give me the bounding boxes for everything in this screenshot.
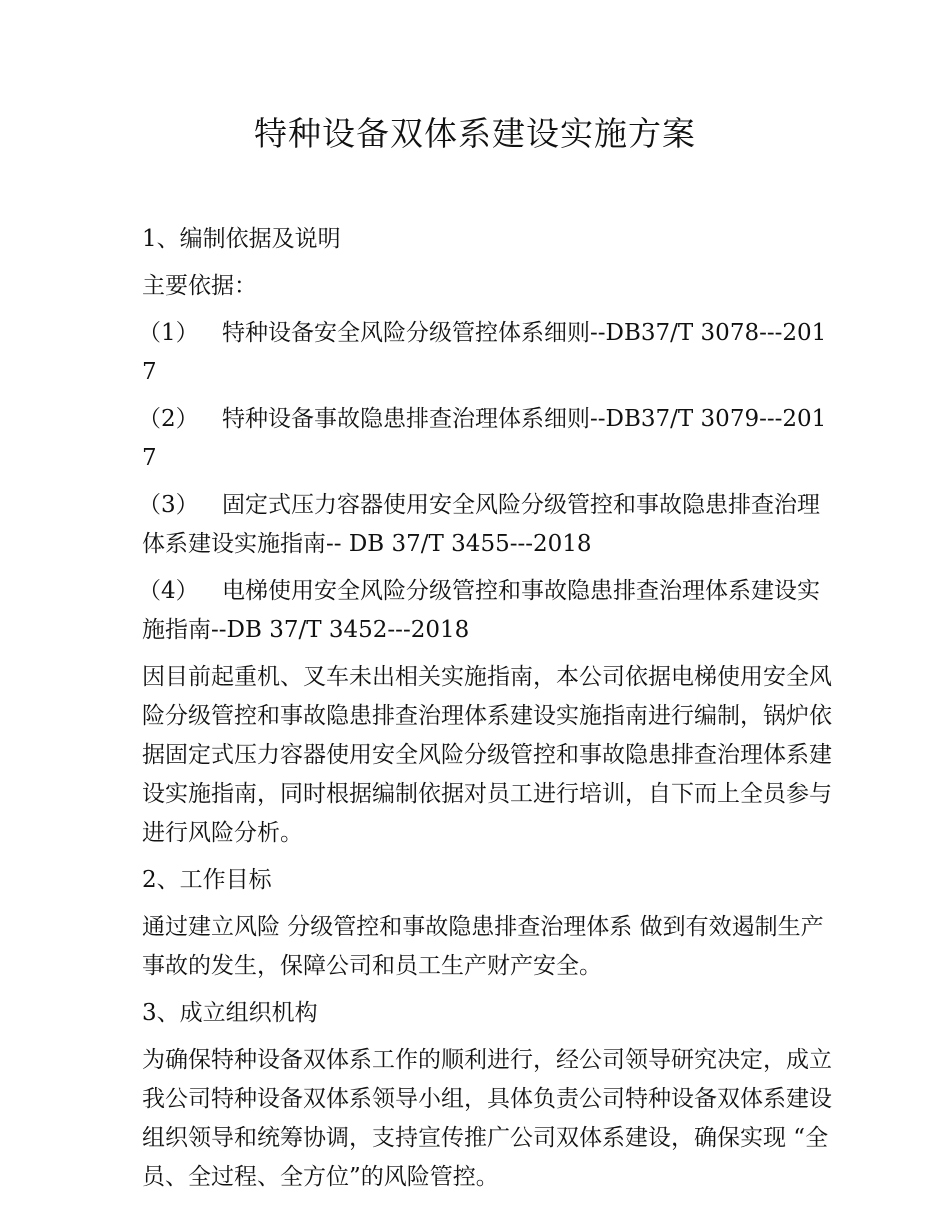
basis-label: 主要依据： (142, 273, 257, 299)
reference-number: （3） (138, 492, 199, 518)
reference-item (138, 314, 832, 392)
reference-text: 电梯使用安全风险分级管控和事故隐患排查治理体系建设实施指南--DB 37/T 3452---2018 (142, 578, 820, 643)
reference-item (138, 572, 832, 650)
document-body (138, 220, 832, 1205)
reference-text: 特种设备安全风险分级管控体系细则--DB37/T 3078---2017 (142, 320, 827, 385)
reference-item (138, 486, 832, 564)
section-2-paragraph: 通过建立风险 分级管控和事故隐患排查治理体系 做到有效遏制生产事故的发生，保障公司和员工生产财产安全。 (142, 914, 824, 979)
reference-number: （1） (138, 320, 199, 346)
reference-item (138, 400, 832, 478)
section-1-paragraph: 因目前起重机、叉车未出相关实施指南，本公司依据电梯使用安全风险分级管控和事故隐患排查治理体系建设实施指南进行编制，锅炉依据固定式压力容器使用安全风险分级管控和事故隐患排查治理体系建设实施指南，同时根据编制依据对员工进行培训，自下而上全员参与进行风险分析。 (142, 664, 832, 846)
reference-text: 固定式压力容器使用安全风险分级管控和事故隐患排查治理体系建设实施指南-- DB 37/T 3455---2018 (142, 492, 820, 557)
section-2-heading: 2、工作目标 (142, 867, 272, 893)
reference-number: （4） (138, 578, 199, 604)
reference-number: （2） (138, 406, 199, 432)
section-3-heading: 3、成立组织机构 (142, 1000, 318, 1026)
document-title: 特种设备双体系建设实施方案 (254, 114, 696, 153)
reference-text: 特种设备事故隐患排查治理体系细则--DB37/T 3079---2017 (142, 406, 827, 471)
section-3-paragraph: 为确保特种设备双体系工作的顺利进行，经公司领导研究决定，成立我公司特种设备双体系领导小组，具体负责公司特种设备双体系建设组织领导和统筹协调，支持宣传推广公司双体系建设，确保实现 “全员、全过程、全方位”的风险管控。 (142, 1047, 832, 1190)
section-1-heading: 1、编制依据及说明 (142, 226, 341, 252)
